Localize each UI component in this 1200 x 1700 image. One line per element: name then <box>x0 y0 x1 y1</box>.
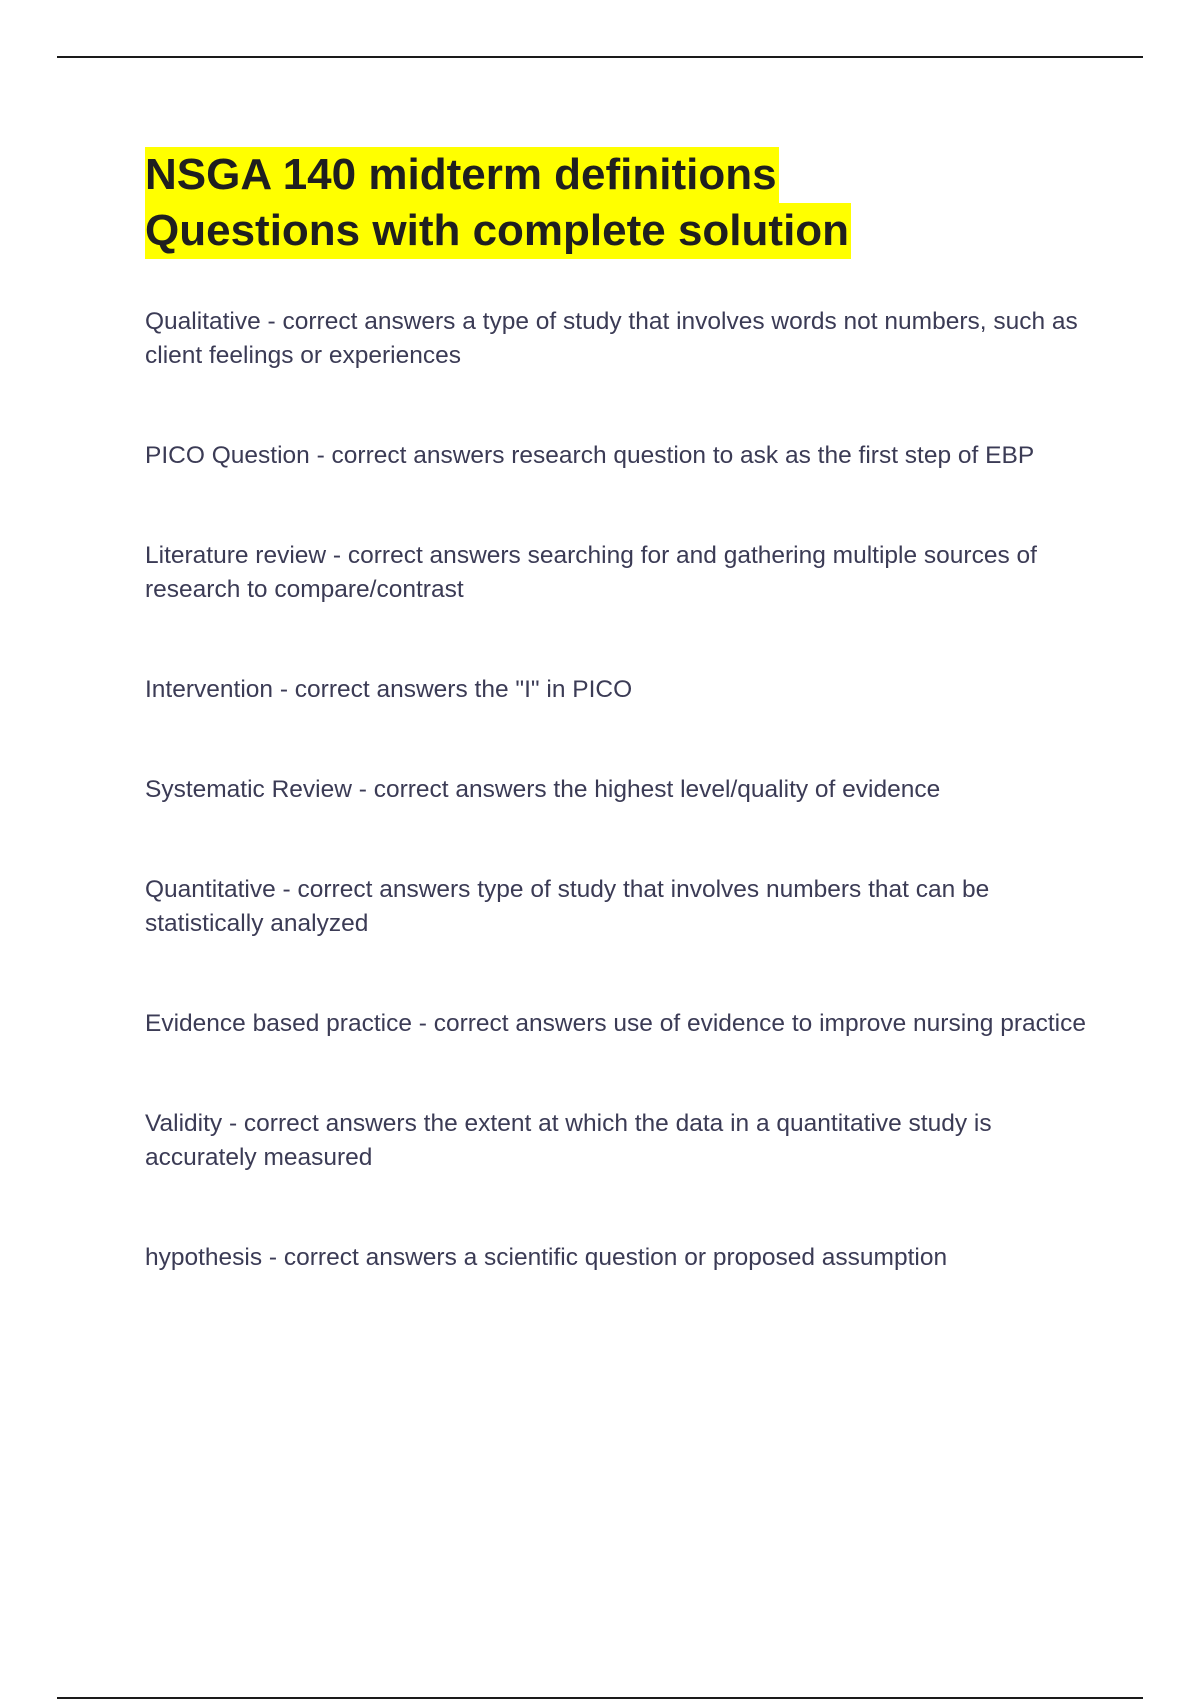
document-title <box>145 147 1145 259</box>
header-rule <box>57 56 1143 58</box>
title-line-1: NSGA 140 midterm definitions <box>145 147 779 203</box>
definition-list <box>145 305 1105 1341</box>
definition-entry-pico-question: PICO Question - correct answers research question to ask as the first step of EBP <box>145 442 1035 469</box>
definition-entry-qualitative: Qualitative - correct answers a type of study that involves words not numbers, such as client feelings or experiences <box>145 308 1078 369</box>
definition-entry-hypothesis: hypothesis - correct answers a scientific question or proposed assumption <box>145 1244 948 1271</box>
definition-entry-evidence-based-practice: Evidence based practice - correct answers use of evidence to improve nursing practice <box>145 1010 1086 1037</box>
footer-rule <box>57 1697 1143 1699</box>
definition-entry-literature-review: Literature review - correct answers searching for and gathering multiple sources of research to compare/contrast <box>145 542 1037 603</box>
definition-entry-quantitative: Quantitative - correct answers type of study that involves numbers that can be statistically analyzed <box>145 876 990 937</box>
definition-entry-systematic-review: Systematic Review - correct answers the highest level/quality of evidence <box>145 776 941 803</box>
definition-entry-intervention: Intervention - correct answers the "I" in PICO <box>145 676 633 703</box>
definition-entry-validity: Validity - correct answers the extent at which the data in a quantitative study is accurately measured <box>145 1110 992 1171</box>
title-line-2: Questions with complete solution <box>145 203 851 259</box>
